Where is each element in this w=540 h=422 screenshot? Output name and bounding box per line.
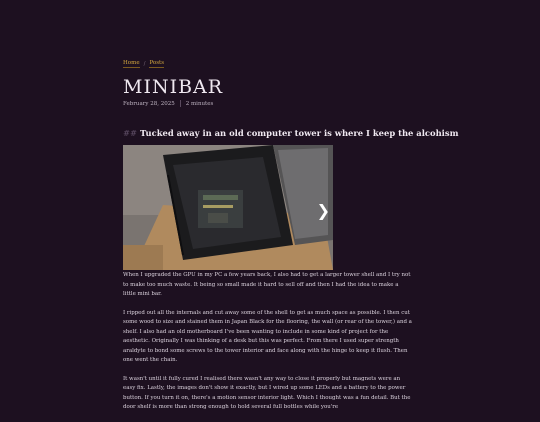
breadcrumb [123,60,164,68]
breadcrumb-separator: / [143,61,146,67]
breadcrumb-posts-link[interactable]: Posts [149,60,165,66]
post-paragraph: It wasn't until it fully cured I realised there wasn't any way to close it properly but magnets were an easy fix. Lastly, the images don't show it exactly, but I wired up some LEDs and a battery to the power button. If you turn it on, there's a motion sensor interior light. Which I thought was a fun detail. But the door shelf is more than strong enough to hold several full bottles while you're [123,375,411,410]
section-heading-text: Tucked away in an old computer tower is where I keep the alcohism [140,128,459,138]
carousel-next-icon[interactable]: ❯ [316,201,330,220]
section-heading [123,128,458,138]
heading-anchor-hash[interactable]: ## [123,128,138,138]
post-paragraph: When I upgraded the GPU in my PC a few years back, I also had to get a larger tower shell and I try not to make too much waste. It being so small made it hard to sell off and then I had the idea to make a little mini bar. [123,272,411,297]
post-body [123,271,413,422]
page-title: MINIBAR [123,76,224,98]
breadcrumb-home-link[interactable]: Home [123,60,140,66]
computer-tower-minibar-image [123,145,333,270]
post-date: February 28, 2025 [123,100,175,107]
post-meta [123,100,213,107]
image-carousel[interactable] [123,145,333,270]
meta-divider [180,100,181,107]
read-time: 2 minutes [185,100,214,107]
post-paragraph: I ripped out all the internals and cut away some of the shell to get as much space as possible. I then cut some wood to size and stained them in Japan Black for the flooring, the wall (or rear of the tower,) and a shelf. I also had an old motherboard I've been wanting to include in some kind of project for the aesthetic. Originally I was thinking of a desk but this was perfect. From there I used super strength araldyte to bond some screws to the tower interior and face along with the hinge to keep it flush. Then one went the chain. [123,309,412,363]
